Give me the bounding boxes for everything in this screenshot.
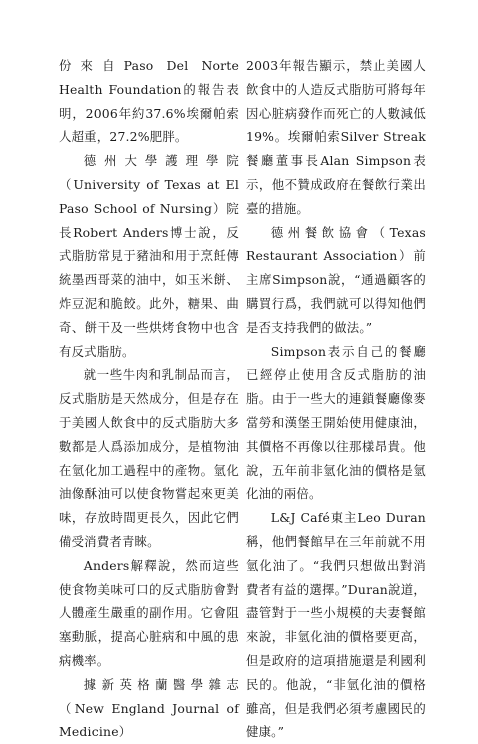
paragraph: Simpson表示自己的餐廳已經停止使用含反式脂肪的油脂。由于一些大的連鎖餐廳像麥當勞和漢堡王開始使用健康油，其價格不再像以往那樣昂貴。他說，五年前非氫化油的價格是氫化油的兩倍。 [246, 343, 426, 502]
paragraph: Anders解釋說，然而這些使食物美味可口的反式脂肪會對人體產生嚴重的副作用。它會阻塞動脈，提高心脏病和中風的患病機率。 [59, 557, 239, 668]
paragraph: 德州大學護理學院（University of Texas at El Paso School of Nursing）院長Robert Anders博士說，反式脂肪常見于豬油和用于烹飪傳統墨西哥菜的油中，如玉米餅、炸豆泥和脆餃。此外，糖果、曲奇、餅干及一些烘烤食物中也含有反式脂肪。 [59, 153, 239, 359]
left-column [59, 54, 239, 744]
paragraph: 份來自Paso Del Norte Health Foundation的報告表明，2006年約37.6%埃爾帕索人超重，27.2%肥胖。 [59, 58, 239, 145]
right-column [246, 54, 426, 744]
paragraph: L&J Café東主Leo Duran稱，他們餐館早在三年前就不用氫化油了。“我們只想做出對消費者有益的選擇。”Duran說道，盡管對于一些小規模的夫妻餐館來說，非氫化油的價格要更高，但是政府的這項措施還是利國利民的。他說，“非氫化油的價格雖高，但是我們必須考慮國民的健康。” [246, 510, 426, 740]
paragraph: 據新英格蘭醫學雜志（New England Journal of Medicine） [59, 676, 239, 740]
paragraph: 2003年報告顯示，禁止美國人飲食中的人造反式脂肪可將每年因心脏病發作而死亡的人數減低19%。埃爾帕索Silver Streak餐廳董事長Alan Simpson表示，他不贊成政府在餐飲行業出臺的措施。 [246, 58, 426, 216]
paragraph: 德州餐飲協會（Texas Restaurant Association）前主席Simpson說，“通過顧客的購買行爲，我們就可以得知他們是否支持我們的做法。” [246, 224, 426, 335]
paragraph: 就一些牛肉和乳制品而言，反式脂肪是天然成分，但是存在于美國人飲食中的反式脂肪大多數都是人爲添加成分，是植物油在氫化加工過程中的產物。氫化油像酥油可以使食物嘗起來更美味，存放時間更長久，因此它們備受消費者青睞。 [59, 367, 239, 549]
